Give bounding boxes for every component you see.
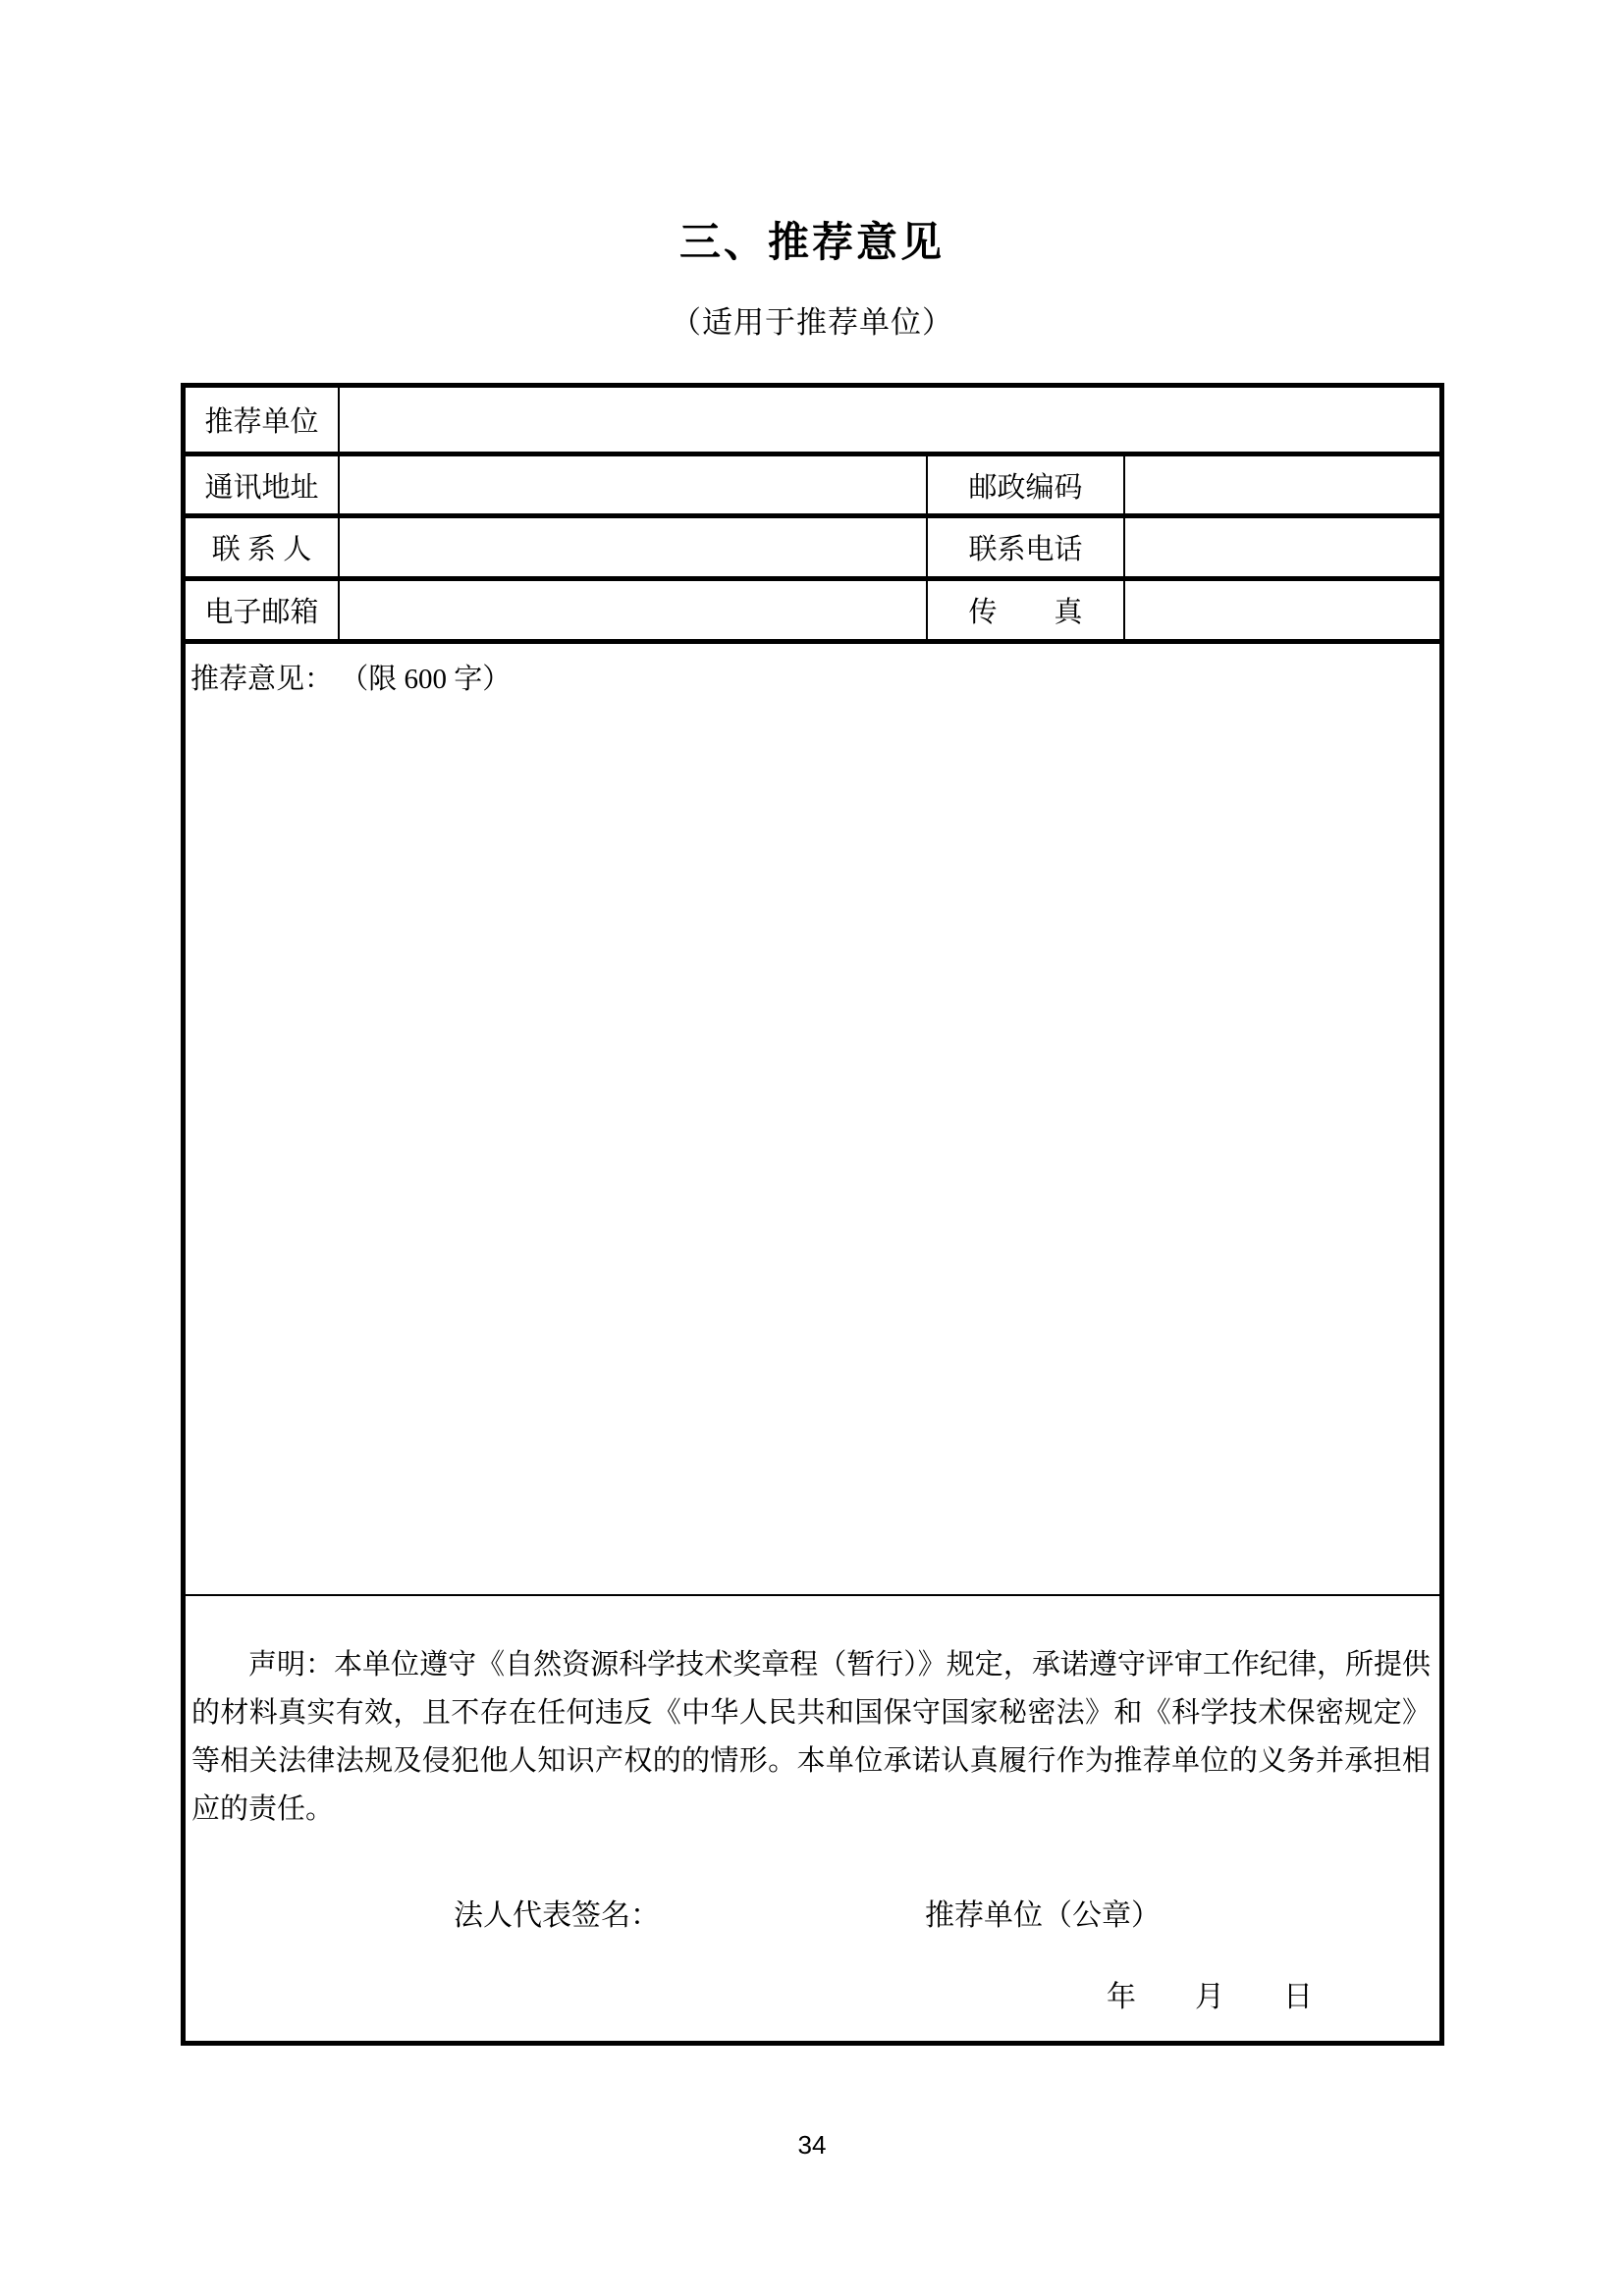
email-field[interactable] bbox=[340, 581, 928, 639]
contact-phone-field[interactable] bbox=[1125, 518, 1439, 576]
date-year-month-day: 年 月 日 bbox=[1107, 1981, 1313, 2013]
recommendation-form-table bbox=[181, 383, 1444, 2046]
contact-person-label: 联 系 人 bbox=[186, 518, 340, 576]
recommending-unit-field[interactable] bbox=[340, 388, 1439, 452]
row-email-fax bbox=[186, 581, 1439, 644]
fax-label: 传 真 bbox=[928, 581, 1125, 639]
postal-code-field[interactable] bbox=[1125, 456, 1439, 513]
email-label: 电子邮箱 bbox=[186, 581, 340, 639]
mailing-address-field[interactable] bbox=[340, 456, 928, 513]
row-address-postcode bbox=[186, 456, 1439, 518]
contact-phone-label: 联系电话 bbox=[928, 518, 1125, 576]
recommendation-opinion-label: 推荐意见： （限 600 字） bbox=[190, 664, 512, 695]
declaration-section bbox=[186, 1596, 1439, 2041]
recommending-unit-label: 推荐单位 bbox=[186, 388, 340, 452]
row-contact-phone bbox=[186, 518, 1439, 581]
page-title: 三、推荐意见 bbox=[678, 219, 945, 265]
legal-representative-signature-label: 法人代表签名： bbox=[454, 1899, 660, 1932]
recommendation-opinion-area[interactable] bbox=[186, 644, 1439, 1596]
recommending-unit-seal-label: 推荐单位（公章） bbox=[925, 1899, 1161, 1932]
declaration-text: 声明：本单位遵守《自然资源科学技术奖章程（暂行）》规定，承诺遵守评审工作纪律，所提供的材料真实有效，且不存在任何违反《中华人民共和国保守国家秘密法》和《科学技术保密规定》等相关法律法规及侵犯他人知识产权的的情形。本单位承诺认真履行作为推荐单位的义务并承担相应的责任。 bbox=[191, 1649, 1431, 1825]
mailing-address-label: 通讯地址 bbox=[186, 456, 340, 513]
contact-person-field[interactable] bbox=[340, 518, 928, 576]
page-number: 34 bbox=[797, 2130, 827, 2160]
fax-field[interactable] bbox=[1125, 581, 1439, 639]
row-recommending-unit bbox=[186, 388, 1439, 456]
page-subtitle: （适用于推荐单位） bbox=[671, 305, 953, 340]
postal-code-label: 邮政编码 bbox=[928, 456, 1125, 513]
